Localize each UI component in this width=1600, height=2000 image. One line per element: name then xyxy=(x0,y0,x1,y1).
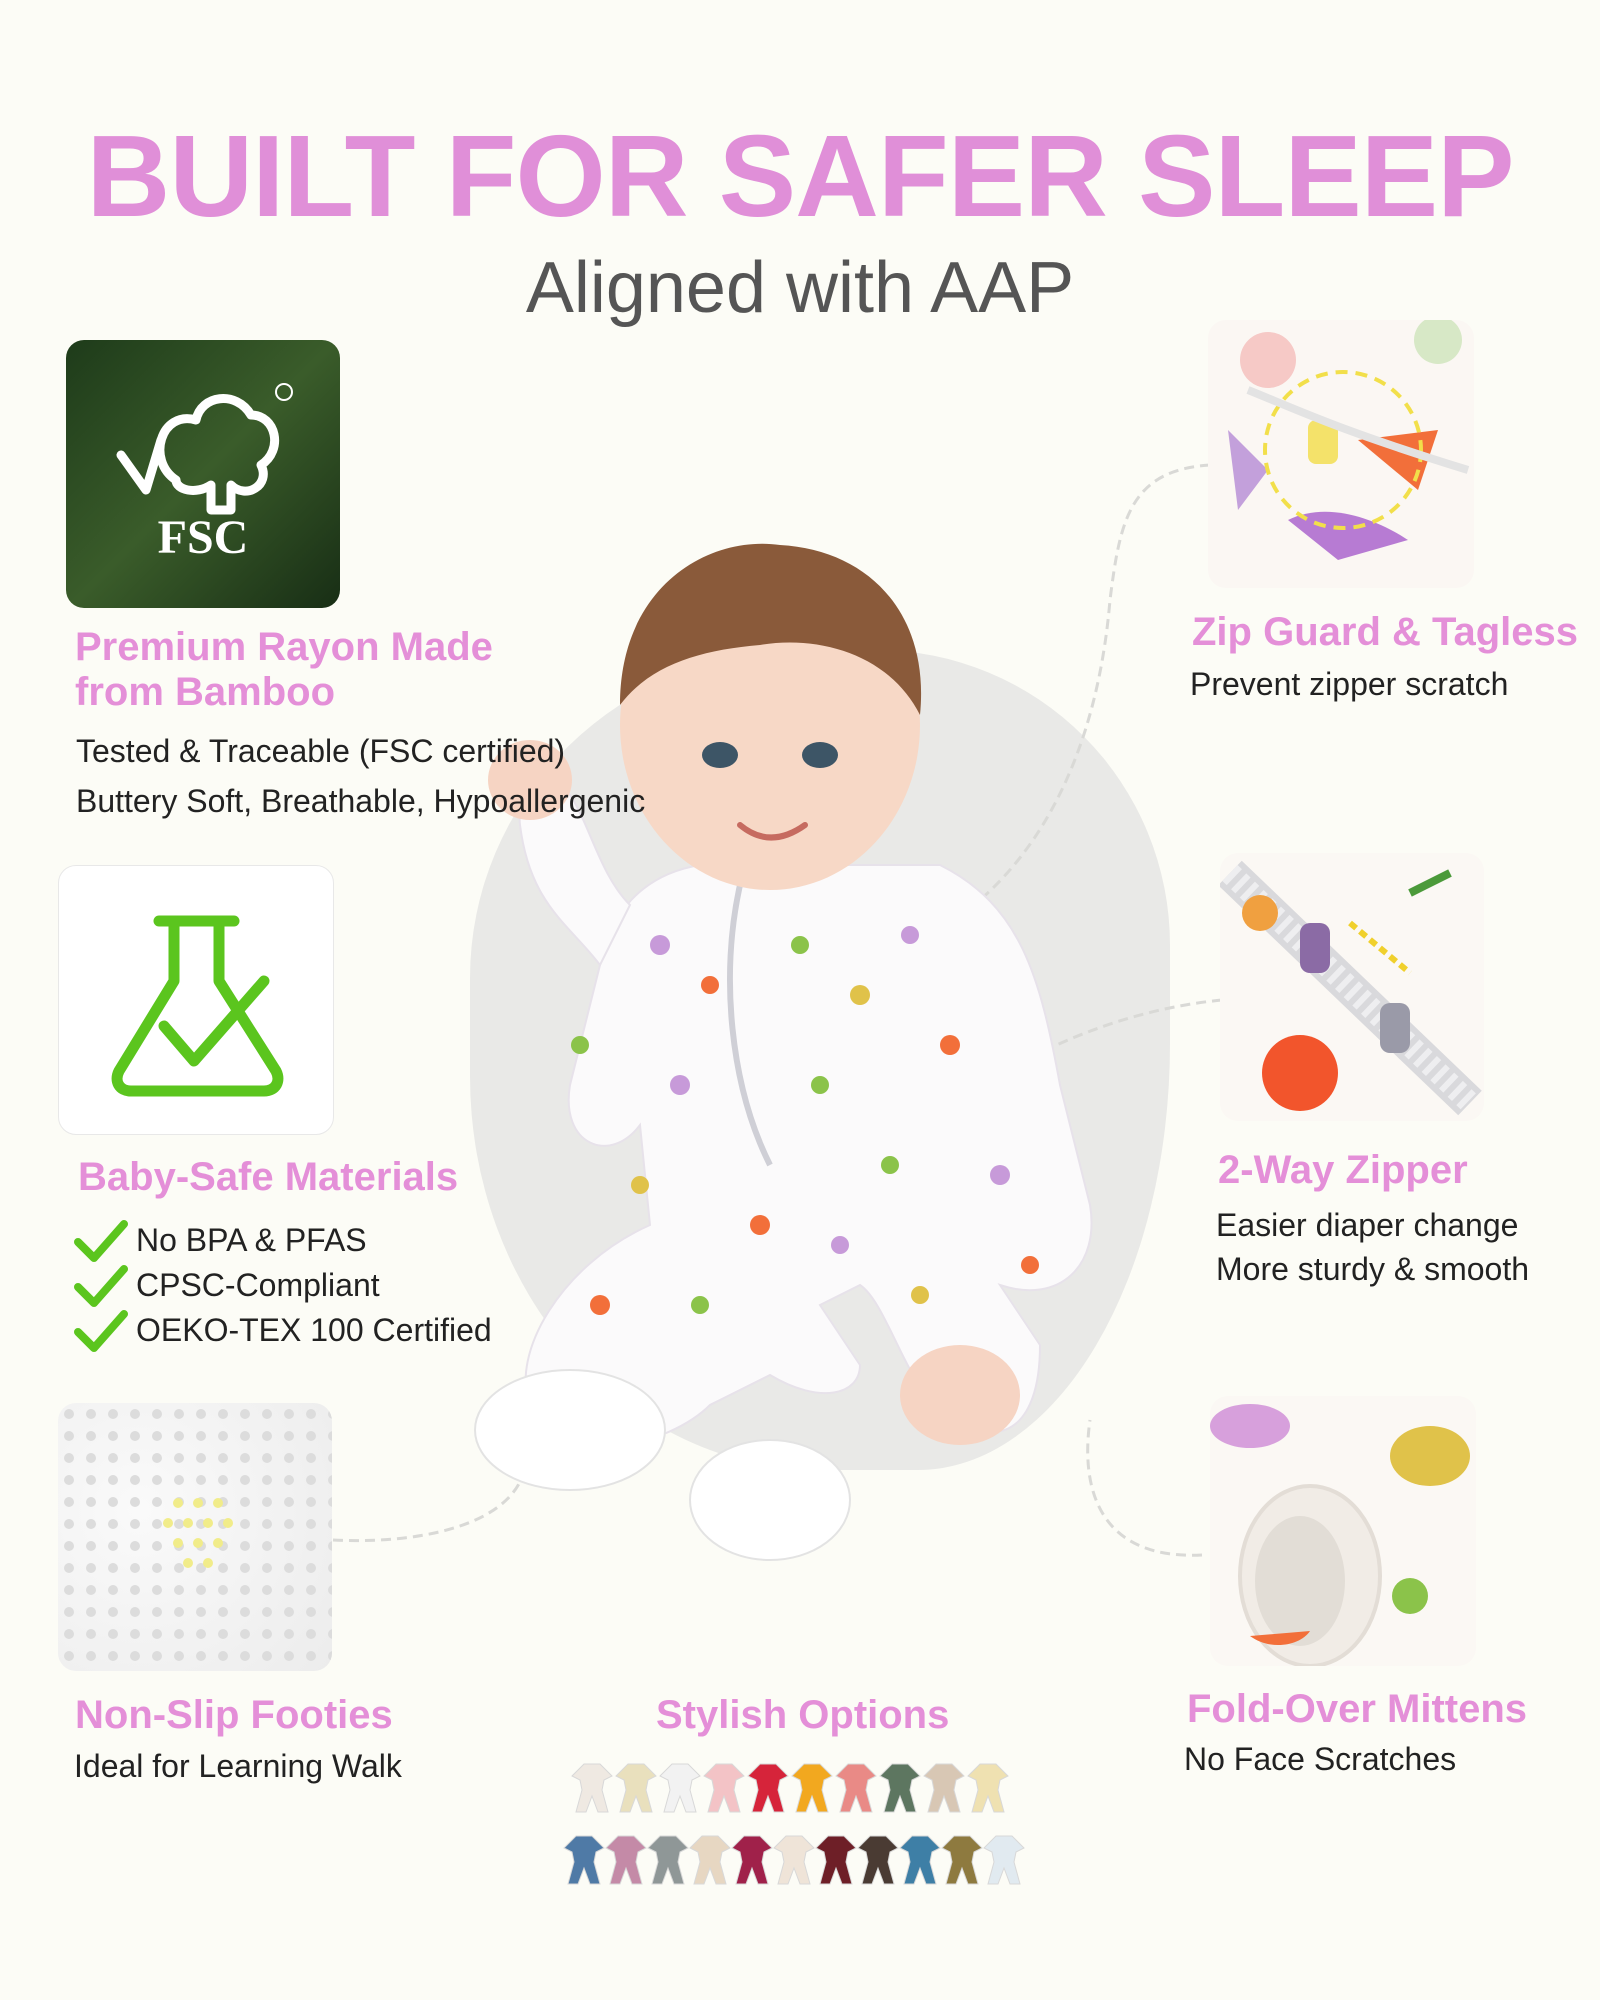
style-swatch[interactable] xyxy=(644,1832,692,1888)
check-item xyxy=(74,1263,492,1308)
style-swatch[interactable] xyxy=(920,1760,968,1816)
check-item-label: No BPA & PFAS xyxy=(136,1221,367,1258)
grip-dots-icon xyxy=(58,1403,332,1671)
style-swatch[interactable] xyxy=(686,1832,734,1888)
baby-illustration xyxy=(440,525,1200,1575)
two-way-line-1: Easier diaper change xyxy=(1216,1207,1519,1243)
style-swatch[interactable] xyxy=(602,1832,650,1888)
fsc-logo-card xyxy=(66,340,340,608)
fsc-logo-text: FSC xyxy=(157,511,249,564)
checkmark-icon xyxy=(74,1308,128,1353)
style-swatch[interactable] xyxy=(812,1832,860,1888)
stylish-heading: Stylish Options xyxy=(656,1693,950,1737)
non-slip-sole-card xyxy=(58,1403,332,1671)
mittens-heading: Fold-Over Mittens xyxy=(1187,1687,1528,1731)
style-swatch[interactable] xyxy=(656,1760,704,1816)
style-swatch[interactable] xyxy=(896,1832,944,1888)
check-item xyxy=(74,1308,492,1353)
two-way-heading: 2-Way Zipper xyxy=(1218,1148,1468,1192)
checkmark-icon xyxy=(74,1263,128,1308)
mittens-line: No Face Scratches xyxy=(1184,1741,1457,1777)
style-swatch[interactable] xyxy=(964,1760,1012,1816)
two-way-zipper-card xyxy=(1220,853,1484,1121)
fsc-tree-icon xyxy=(66,340,340,608)
style-swatch[interactable] xyxy=(568,1760,616,1816)
page-subtitle: Aligned with AAP xyxy=(525,248,1075,328)
zip-guard-heading: Zip Guard & Tagless xyxy=(1192,610,1578,654)
style-swatch[interactable] xyxy=(854,1832,902,1888)
two-way-line-2: More sturdy & smooth xyxy=(1216,1251,1529,1287)
style-swatch[interactable] xyxy=(700,1760,748,1816)
fold-over-mitten-closeup-icon xyxy=(1210,1396,1476,1666)
fsc-line-1: Tested & Traceable (FSC certified) xyxy=(76,733,566,769)
style-swatch[interactable] xyxy=(832,1760,880,1816)
flask-check-card xyxy=(58,865,334,1135)
check-item-label: OEKO-TEX 100 Certified xyxy=(136,1311,492,1348)
fsc-heading: Premium Rayon Made from Bamboo xyxy=(75,625,493,714)
style-swatch[interactable] xyxy=(744,1760,792,1816)
non-slip-heading: Non-Slip Footies xyxy=(75,1693,393,1737)
style-swatch[interactable] xyxy=(788,1760,836,1816)
style-swatch[interactable] xyxy=(876,1760,924,1816)
baby-safe-heading: Baby-Safe Materials xyxy=(78,1155,459,1199)
check-item-label: CPSC-Compliant xyxy=(136,1266,380,1303)
style-swatch[interactable] xyxy=(938,1832,986,1888)
fsc-line-2: Buttery Soft, Breathable, Hypoallergenic xyxy=(76,783,646,819)
style-swatch[interactable] xyxy=(770,1832,818,1888)
style-swatch[interactable] xyxy=(560,1832,608,1888)
non-slip-line: Ideal for Learning Walk xyxy=(74,1748,402,1784)
mittens-card xyxy=(1210,1396,1476,1666)
check-item xyxy=(74,1218,492,1263)
baby-safe-checklist xyxy=(74,1218,492,1353)
style-swatch[interactable] xyxy=(612,1760,660,1816)
flask-check-icon xyxy=(59,866,333,1134)
zip-guard-card xyxy=(1208,320,1474,588)
style-swatch[interactable] xyxy=(728,1832,776,1888)
page-title: BUILT FOR SAFER SLEEP xyxy=(86,111,1514,241)
style-swatch[interactable] xyxy=(980,1832,1028,1888)
two-way-zipper-closeup-icon xyxy=(1220,853,1484,1121)
checkmark-icon xyxy=(74,1218,128,1263)
zip-guard-closeup-icon xyxy=(1208,320,1474,588)
zip-guard-line: Prevent zipper scratch xyxy=(1190,666,1509,702)
